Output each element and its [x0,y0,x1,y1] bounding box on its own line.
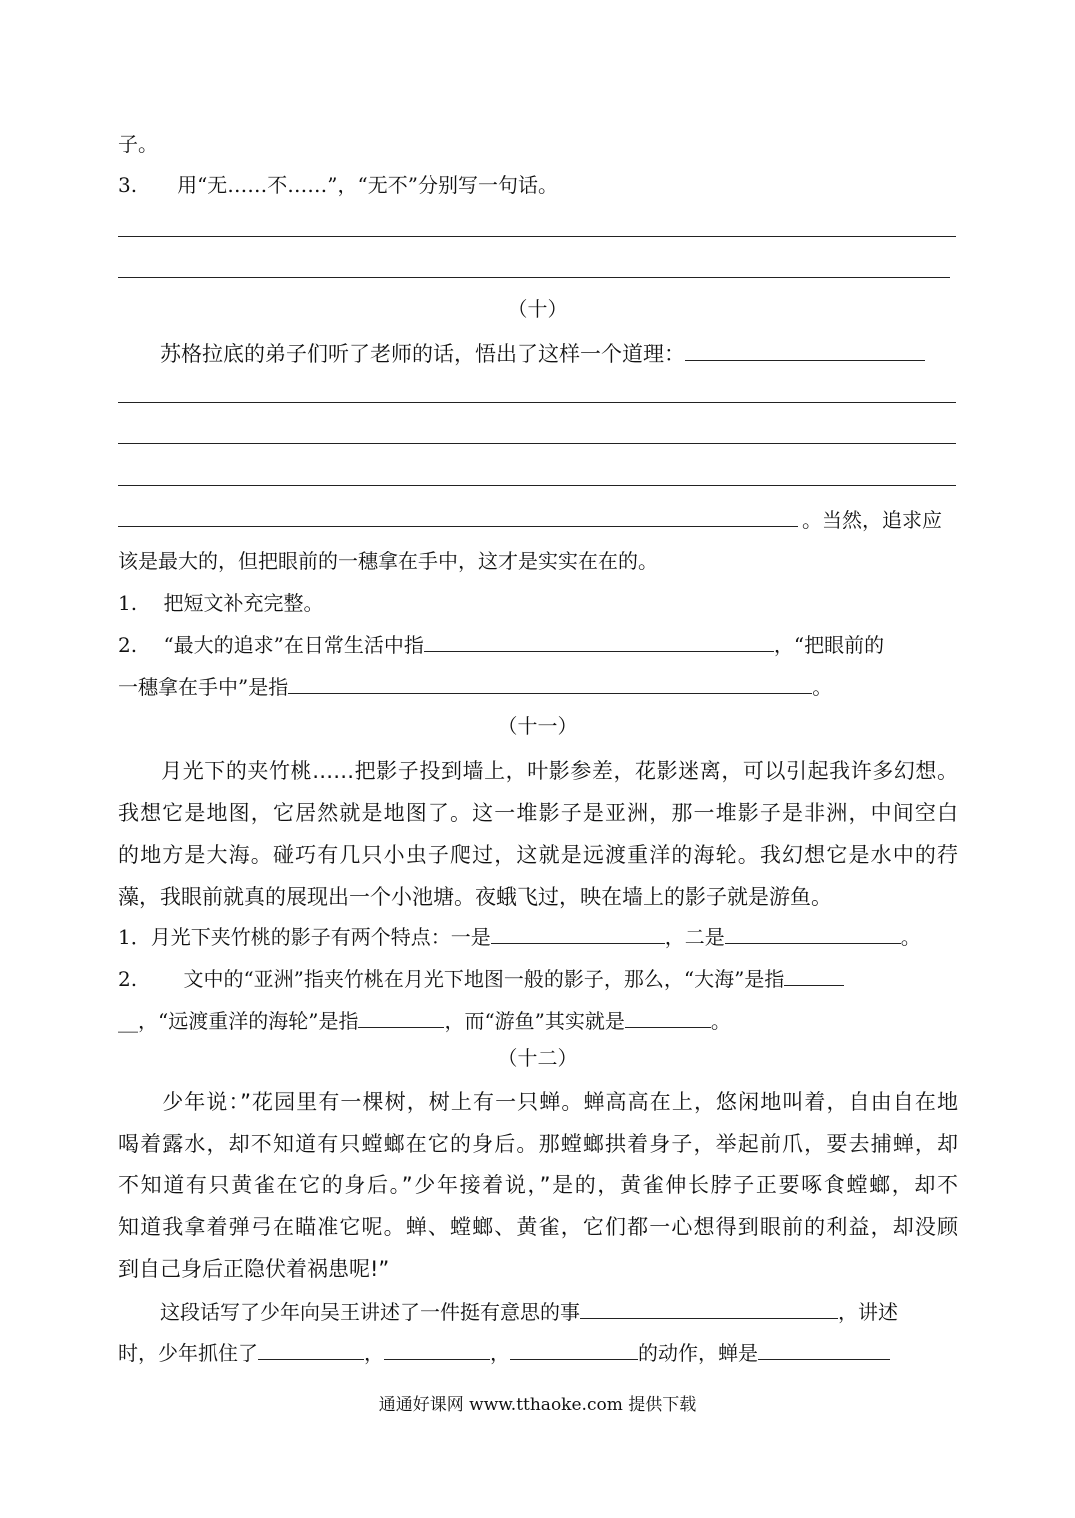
s11-para-line: 的地方是大海。碰巧有几只小虫子爬过，这就是远渡重洋的海轮。我幻想它是水中的荇 [118,843,958,867]
s12-q-text-d: ， [364,1341,384,1365]
section-11-heading: （十一） [497,714,578,738]
answer-blank[interactable] [491,925,665,944]
s11-q1-text-b: ，二是 [664,925,725,949]
s11-q1-text-c: 。 [900,925,921,949]
s11-q2-text-b: __，“远渡重洋的海轮”是指 [118,1009,359,1033]
answer-line[interactable] [118,277,950,278]
s11-para-line: 月光下的夹竹桃……把影子投到墙上，叶影参差，花影迷离，可以引起我许多幻想。 [118,759,958,783]
q9-tail: 子。 [118,132,158,156]
s12-para-line: 不知道有只黄雀在它的身后。”少年接着说，”是的，黄雀伸长脖子正要啄食螳螂，却不 [118,1173,958,1197]
s11-para-line: 我想它是地图，它居然就是地图了。这一堆影子是亚洲，那一堆影子是非洲，中间空白 [118,801,958,825]
answer-blank[interactable] [758,1341,890,1360]
answer-blank[interactable] [358,1009,444,1028]
s12-q-text-c: 时，少年抓住了 [118,1341,258,1365]
s11-q2-text-d: 。 [710,1009,731,1033]
answer-blank[interactable] [384,1341,490,1360]
s11-q1 [118,925,921,949]
s10-q2-text-b: ，“把眼前的 [773,633,885,657]
s10-para-end: 。当然，追求应 [802,508,942,532]
s10-para-text: 苏格拉底的弟子们听了老师的话，悟出了这样一个道理： [160,342,685,366]
s11-q1-text-a: 1．月光下夹竹桃的影子有两个特点：一是 [118,925,491,949]
answer-blank[interactable] [725,925,901,944]
s10-q2-cont [118,675,832,699]
s12-para-line: 喝着露水，却不知道有只螳螂在它的身后。那螳螂拱着身子，举起前爪，要去捕蝉，却 [118,1132,958,1156]
s11-q2-cont [118,1009,731,1033]
s12-para-line: 少年说：”花园里有一棵树，树上有一只蝉。蝉高高在上，悠闲地叫着，自由自在地 [118,1090,958,1114]
answer-line[interactable] [118,526,798,527]
q9-item3: 3. 用“无……不……”，“无不”分别写一句话。 [118,173,558,197]
answer-blank[interactable] [784,967,844,986]
s12-q-text-e: ， [490,1341,510,1365]
answer-line[interactable] [118,236,956,237]
s12-para-line: 知道我拿着弹弓在瞄准它呢。蝉、螳螂、黄雀，它们都一心想得到眼前的利益，却没顾 [118,1215,958,1239]
s12-q-text-a: 这段话写了少年向吴王讲述了一件挺有意思的事 [140,1300,580,1324]
s10-paragraph-start [160,342,925,366]
section-12-heading: （十二） [497,1046,578,1070]
answer-line[interactable] [118,485,956,486]
section-10-heading: （十） [507,297,568,321]
s10-q2-text-c: 一穗拿在手中”是指 [118,675,289,699]
s10-q1: 1. 把短文补充完整。 [118,591,324,615]
answer-blank[interactable] [580,1300,838,1319]
s10-para-cont: 该是最大的，但把眼前的一穗拿在手中，这才是实实在在的。 [118,549,658,573]
s12-q-text-f: 的动作，蝉是 [638,1341,758,1365]
answer-blank[interactable] [288,675,812,694]
answer-line[interactable] [118,443,956,444]
s12-para-line: 到自己身后正隐伏着祸患呢!” [118,1257,390,1281]
s10-q2 [118,633,884,657]
s12-q [140,1300,898,1324]
answer-blank[interactable] [258,1341,364,1360]
s11-para-line: 藻，我眼前就真的展现出一个小池塘。夜蛾飞过，映在墙上的影子就是游鱼。 [118,885,832,909]
s10-q2-text-a: 2. “最大的追求”在日常生活中指 [118,633,424,657]
s11-q2 [118,967,844,991]
s11-q2-text-c: ，而“游鱼”其实就是 [444,1009,625,1033]
s10-q2-text-d: 。 [812,675,833,699]
answer-blank[interactable] [424,633,774,652]
answer-blank[interactable] [510,1341,638,1360]
answer-blank[interactable] [685,342,925,361]
s12-q-text-b: ，讲述 [838,1300,898,1324]
s12-q-cont [118,1341,890,1365]
page-footer: 通通好课网 www.tthaoke.com 提供下载 [378,1395,697,1415]
s11-q2-text-a: 2. 文中的“亚洲”指夹竹桃在月光下地图一般的影子，那么，“大海”是指 [118,967,785,991]
answer-line[interactable] [118,402,956,403]
answer-blank[interactable] [625,1009,711,1028]
